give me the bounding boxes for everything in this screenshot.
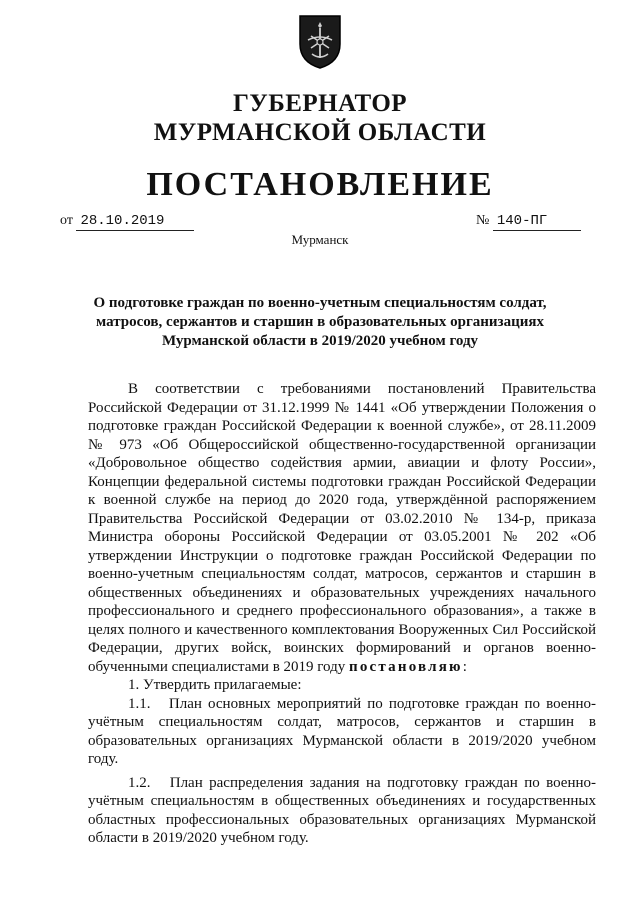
date-prefix: от xyxy=(60,213,73,228)
item-1-1 xyxy=(88,695,596,769)
date-value: 28.10.2019 xyxy=(76,212,194,231)
number-prefix: № xyxy=(476,213,490,228)
number-value: 140-ПГ xyxy=(493,212,581,231)
intro-paragraph xyxy=(88,380,596,676)
date-field xyxy=(60,212,194,231)
authority-line1: ГУБЕРНАТОР xyxy=(232,90,408,117)
item-1: 1. Утвердить прилагаемые: xyxy=(128,677,302,693)
item-1-2-number: 1.2. xyxy=(128,774,151,791)
authority-line2: МУРМАНСКОЙ ОБЛАСТИ xyxy=(153,119,487,146)
item-1-2 xyxy=(88,774,596,848)
item-1-2-text: План распределения задания на подготовку граждан по военно-учётным специальностям в общественных объединениях и государственных областных профессиональных образовательных организациях Мурманской области в 2019/2020 учебном году. xyxy=(88,774,597,846)
number-field xyxy=(476,212,581,231)
document-title: О подготовке граждан по военно-учетным специальностям солдат, матросов, сержантов и старшин в образовательных организациях Мурманской области в 2019/2020 учебном году xyxy=(93,295,547,349)
resolve-colon: : xyxy=(462,658,467,675)
item-1-1-number: 1.1. xyxy=(128,695,151,712)
document-body xyxy=(88,380,596,848)
document-type: ПОСТАНОВЛЕНИЕ xyxy=(146,166,494,203)
intro-text: В соответствии с требованиями постановлений Правительства Российской Федерации от 31.12.1999 № 1441 «Об утверждении Положения о подготовке граждан Российской Федерации к военной службе», от 28.11.2009 № 973 «Об Общероссийской общественно-государственной организации «Добровольное общество содействия армии, авиации и флоту России», Концепции федеральной системы подготовки граждан Российской Федерации к военной службе на период до 2020 года, утверждённой распоряжением Правительства Российской Федерации от 03.02.2010 № 134-р, приказа Министра обороны Российской Федерации от 03.05.2001 № 202 «Об утверждении Инструкции о подготовке граждан Российской Федерации по военно-учетным специальностям солдат, матросов, сержантов и старшин в общественных объединениях и образовательных учреждениях начального профессионального и среднего профессионального образования», а также в целях полного и качественного комплектования Вооруженных Сил Российской Федерации, других войск, воинских формирований и органов военно-обученными специалистами в 2019 году xyxy=(88,381,596,675)
resolve-word: постановляю xyxy=(349,658,463,675)
coat-of-arms-icon xyxy=(298,14,342,70)
item-1-1-text: План основных мероприятий по подготовке граждан по военно-учётным специальностям солдат, матросов, сержантов и старшин в образовательных организациях Мурманской области в 2019/2020 учебном году. xyxy=(88,695,596,767)
city: Мурманск xyxy=(291,232,349,247)
